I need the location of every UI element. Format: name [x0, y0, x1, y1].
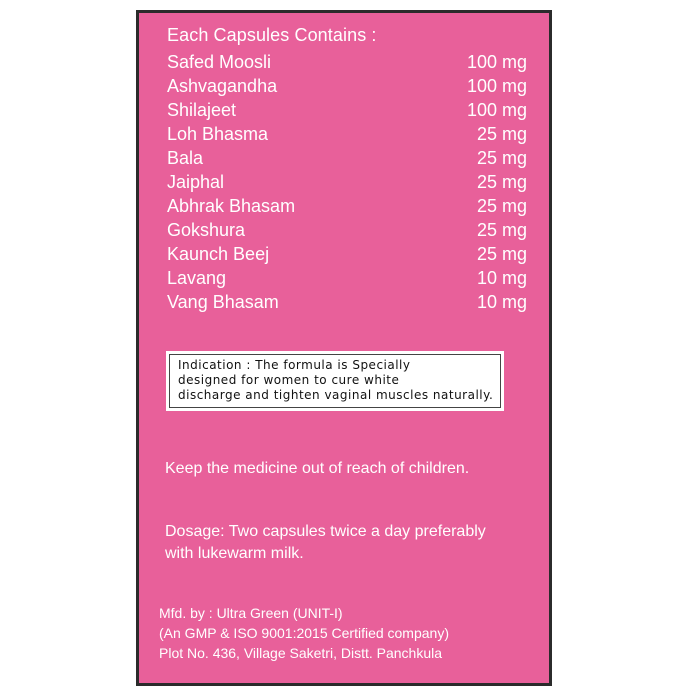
indication-line: designed for women to cure white — [178, 373, 400, 387]
ingredient-name: Ashvagandha — [167, 76, 278, 96]
ingredient-name: Gokshura — [167, 220, 246, 240]
ingredient-name: Safed Moosli — [167, 52, 272, 72]
ingredient-row — [167, 146, 527, 170]
ingredient-dose: 10 mg — [476, 268, 527, 288]
ingredient-name: Abhrak Bhasam — [167, 196, 296, 216]
ingredient-row — [167, 74, 527, 98]
ingredient-dose: 25 mg — [476, 220, 527, 240]
ingredient-name: Loh Bhasma — [167, 124, 269, 144]
ingredient-dose: 25 mg — [476, 244, 527, 264]
ingredient-name: Shilajeet — [167, 100, 237, 120]
ingredient-dose: 25 mg — [476, 172, 527, 192]
ingredient-name: Lavang — [167, 268, 227, 288]
ingredient-dose: 100 mg — [466, 100, 527, 120]
ingredient-dose: 100 mg — [466, 76, 527, 96]
ingredient-row — [167, 218, 527, 242]
ingredient-row — [167, 194, 527, 218]
ingredients-list — [167, 50, 527, 314]
manufacturer-line: (An GMP & ISO 9001:2015 Certified company) — [159, 625, 449, 641]
child-warning: Keep the medicine out of reach of children. — [165, 460, 470, 477]
ingredient-name: Jaiphal — [167, 172, 225, 192]
ingredients-heading: Each Capsules Contains : — [167, 25, 377, 45]
dosage-line: with lukewarm milk. — [165, 545, 304, 562]
ingredient-name: Bala — [167, 148, 204, 168]
ingredient-row — [167, 122, 527, 146]
dosage-line: Dosage: Two capsules twice a day preferably — [165, 523, 486, 540]
ingredient-dose: 25 mg — [476, 196, 527, 216]
manufacturer-line: Mfd. by : Ultra Green (UNIT-I) — [159, 605, 343, 621]
ingredient-row — [167, 266, 527, 290]
ingredient-dose: 100 mg — [466, 52, 527, 72]
ingredient-row — [167, 50, 527, 74]
label-panel — [136, 10, 552, 686]
ingredient-dose: 10 mg — [476, 292, 527, 312]
ingredient-name: Vang Bhasam — [167, 292, 279, 312]
manufacturer-info — [159, 603, 449, 663]
indication-box — [169, 354, 501, 408]
ingredient-row — [167, 242, 527, 266]
indication-line: Indication : The formula is Specially — [178, 358, 411, 372]
ingredient-row — [167, 290, 527, 314]
ingredient-row — [167, 170, 527, 194]
dosage-text — [165, 521, 486, 565]
ingredient-name: Kaunch Beej — [167, 244, 270, 264]
indication-line: discharge and tighten vaginal muscles naturally. — [178, 388, 494, 402]
ingredient-dose: 25 mg — [476, 124, 527, 144]
ingredient-row — [167, 98, 527, 122]
manufacturer-line: Plot No. 436, Village Saketri, Distt. Panchkula — [159, 645, 443, 661]
ingredient-dose: 25 mg — [476, 148, 527, 168]
